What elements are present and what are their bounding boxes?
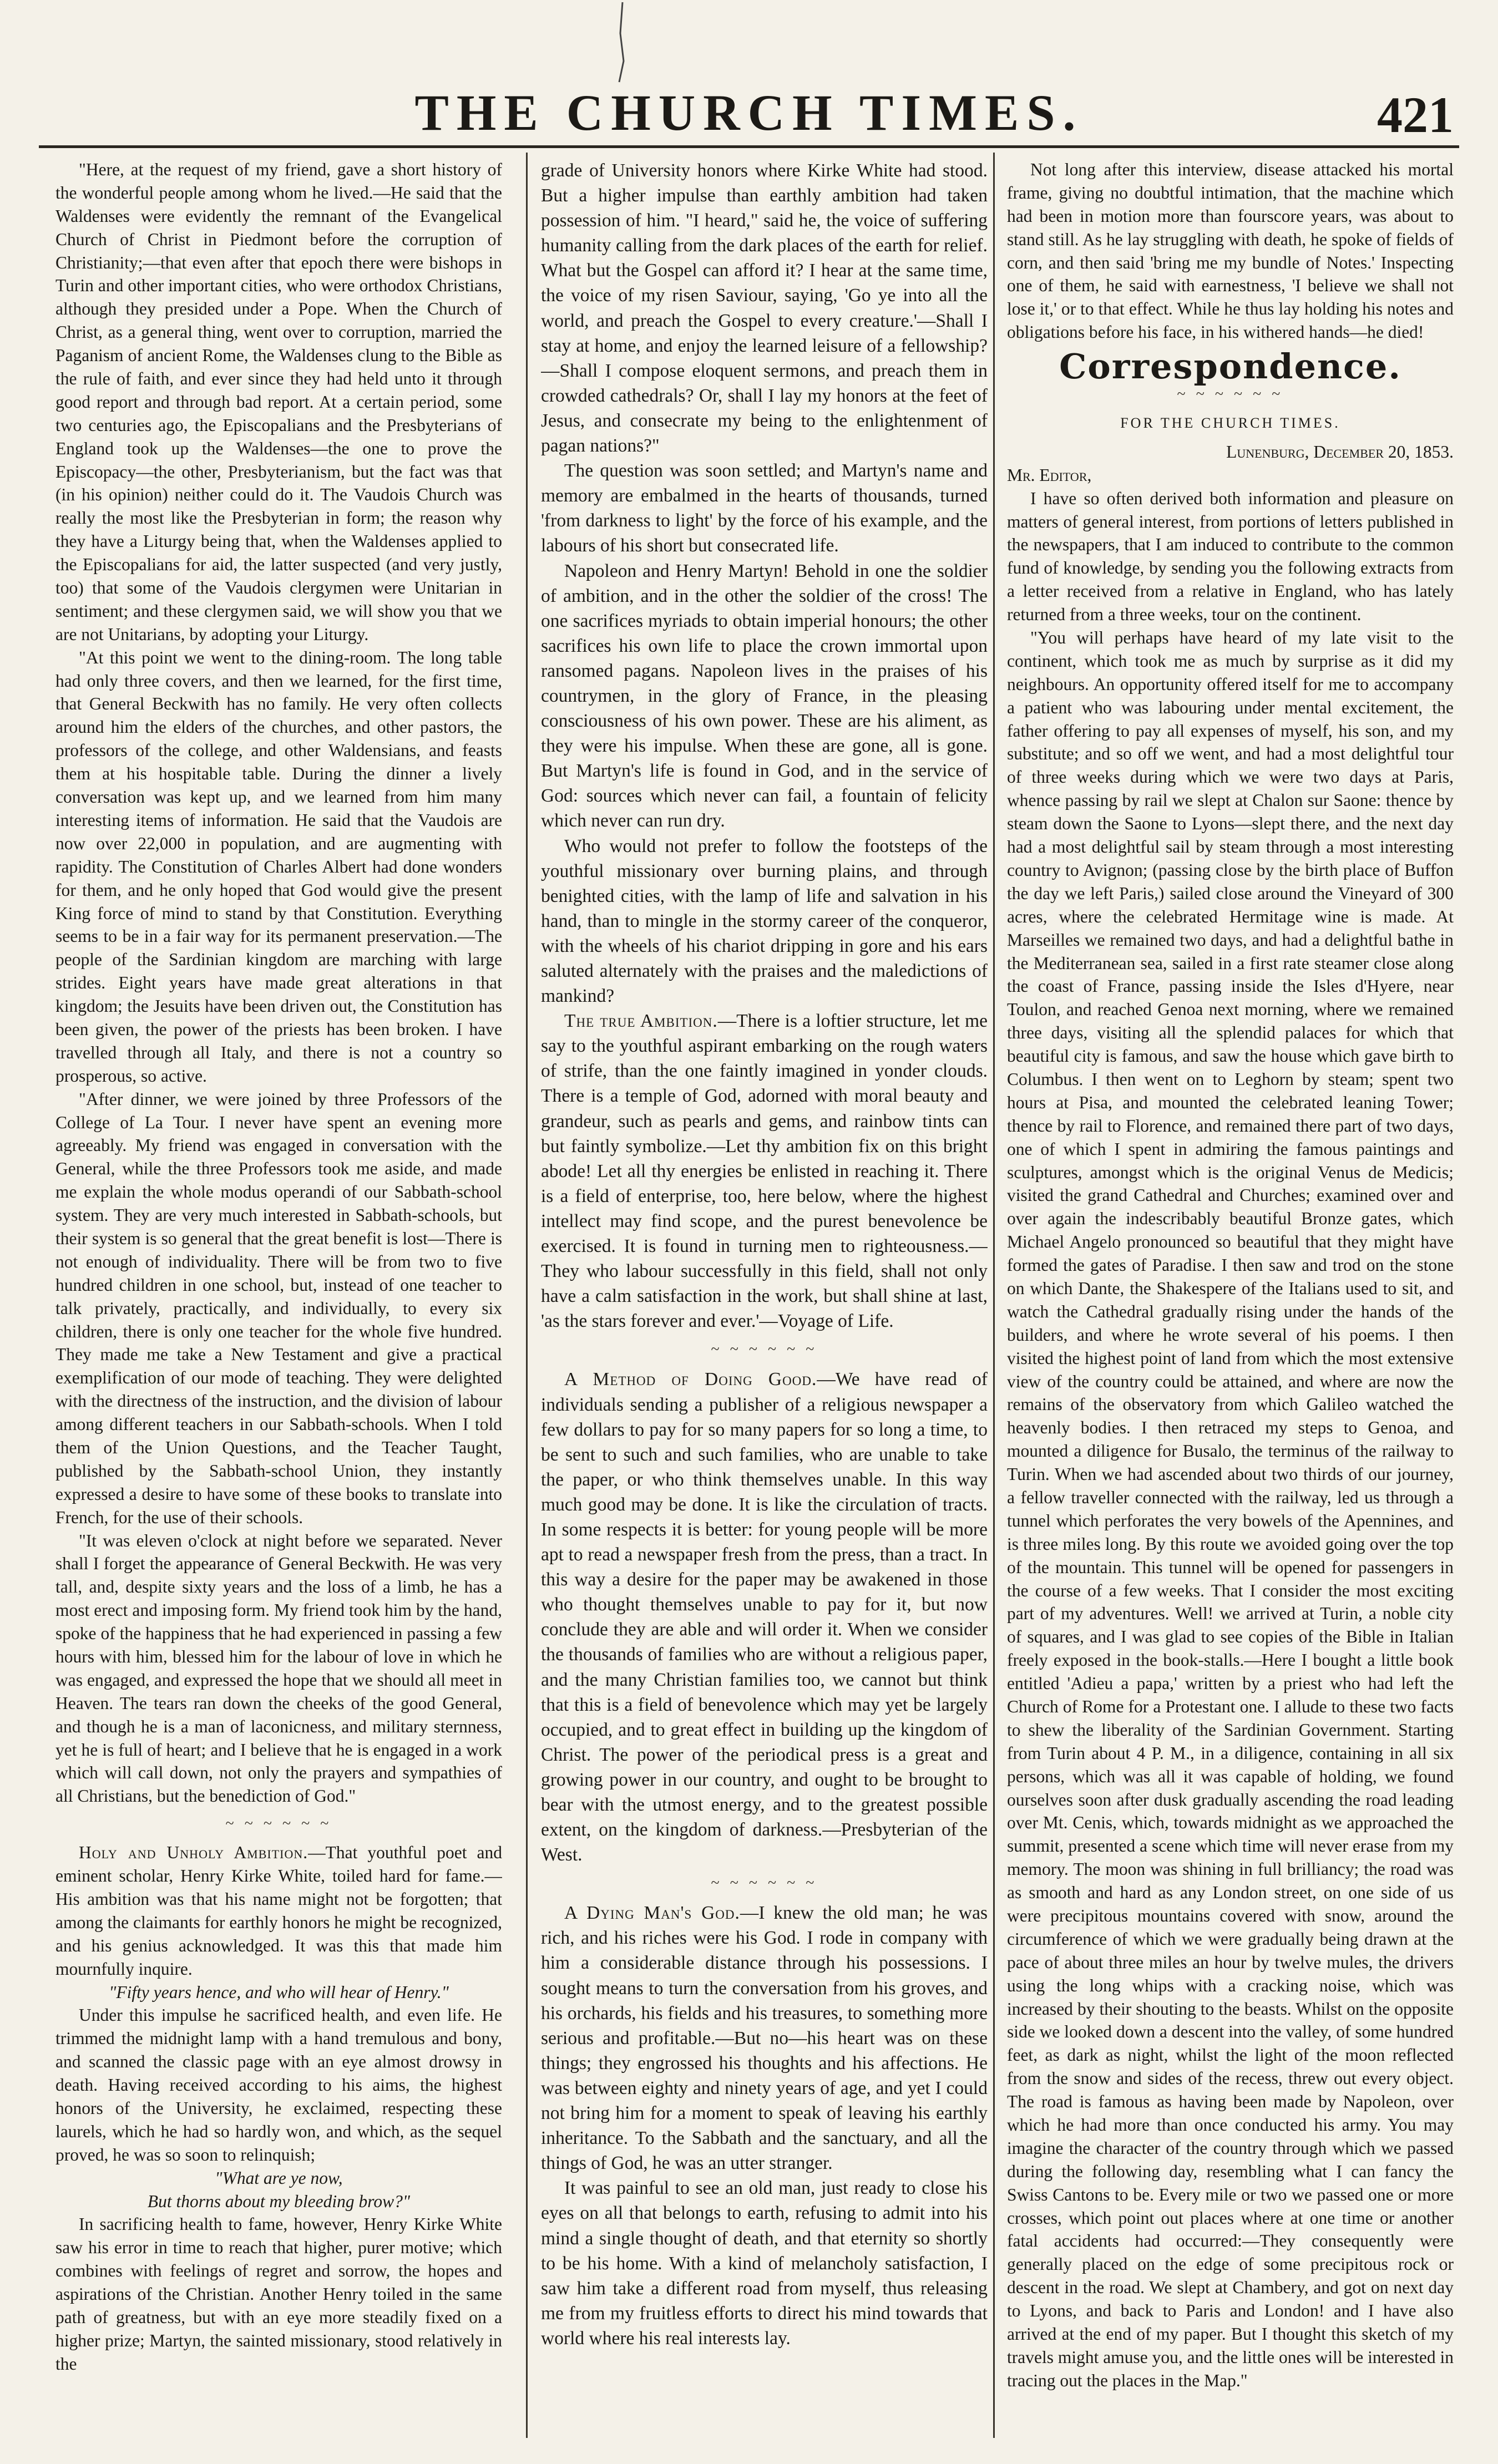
column-rule [993, 153, 995, 2438]
column-rule [526, 153, 528, 2438]
article-divider: ~ ~ ~ ~ ~ ~ [711, 1874, 818, 1892]
article-title: A Method of Doing Good. [564, 1369, 817, 1390]
paragraph: Under this impulse he sacrificed health, and even life. He trimmed the midnight lamp with a hand tremulous and bony, and scanned the classic page with an eye almost drowsy in death. Having received according to his aims, the highest honors of the University, he exclaimed, respecting these laurels, which he had so hardly won, and which, as the sequel proved, he was so soon to relinquish; [55, 2005, 502, 2164]
article-holy-ambition [55, 1841, 502, 1980]
paragraph: "At this point we went to the dining-room. The long table had only three covers, and then we learned, for the first time, that General Beckwith has no family. He very often collects around him the elders of the churches, and other pastors, the professors of the college, and other Waldensians, and feasts them at his hospitable table. During the dinner a lively conversation was kept up, and we learned from him many interesting items of information. He said that the Vaudois are now over 22,000 in population, and are augmenting with rapidity. The Constitution of Charles Albert had done wonders for them, and he only hoped that God would give the present King force of mind to stand by that Constitution. Everything seems to be in a fair way for its permanent preservation.—The people of the Sardinian kingdom are marching with large strides. Eight years have made great alterations in that kingdom; the Jesuits have been driven out, the Constitution has been given, the power of the priests has been broken. I have travelled through all Italy, and there is not a country so prosperous, so active. [55, 647, 502, 1086]
paragraph: I have so often derived both information and pleasure on matters of general interest, from portions of letters published in the newspapers, that I am induced to contribute to the common fund of knowledge, by sending you the following extracts from a letter received from a relative in England, who has lately returned from a three weeks, tour on the continent. [1007, 488, 1454, 625]
column-2 [541, 158, 988, 2438]
paragraph: In sacrificing health to fame, however, Henry Kirke White saw his error in time to reach that higher, purer motive; which combines with feelings of regret and sorrow, the hopes and aspirations of the Christian. Another Henry toiled in the same path of greatness, but with an eye more steadily fixed on a higher prize; Martyn, the sainted missionary, stood relatively in the [55, 2214, 502, 2374]
paragraph: grade of University honors where Kirke White had stood. But a higher impulse than earthly ambition had taken possession of him. "I heard," said he, the voice of suffering humanity calling from the dark places of the earth for relief. What but the Gospel can afford it? I hear at the same time, the voice of my risen Saviour, saying, 'Go ye into all the world, and preach the Gospel to every creature.'—Shall I stay at home, and enjoy the learned leisure of a fellowship?—Shall I compose eloquent sermons, and preach them in crowded cathedrals? Or, shall I lay my honors at the feet of Jesus, and consecrate my being to the enlightenment of pagan nations?" [541, 160, 988, 457]
article-divider: ~ ~ ~ ~ ~ ~ [225, 1815, 332, 1833]
section-divider: ~ ~ ~ ~ ~ ~ [1177, 386, 1284, 403]
article-title: A Dying Man's God. [564, 1903, 740, 1924]
article-method-of-doing-good [541, 1367, 988, 1867]
paragraph: "After dinner, we were joined by three Professors of the College of La Tour. I never have spent an evening more agreeably. My friend was engaged in conversation with the General, while the three Professors took me aside, and made me explain the whole modus operandi of our Sabbath-school system. They are very much interested in Sabbath-schools, but their system is so general that the great benefit is lost—There is not enough of individuality. There will be from two to five hundred children in one school, but, instead of one teacher to talk privately, practically, and individually, to every six children, there is only one teacher for the whole five hundred. They made me take a New Testament and give a practical exemplification of our mode of teaching. They were delighted with the directness of the instruction, and the division of labour among different teachers in our Sabbath-schools. When I told them of the Union Questions, and the Teacher Taught, published by the Sabbath-school Union, they instantly expressed a desire to have some of these books to translate into French, for the use of their schools. [55, 1089, 502, 1527]
paragraph: Who would not prefer to follow the footsteps of the youthful missionary over burning plains, and through benighted cities, with the lamp of life and salvation in his hand, than to mingle in the stormy career of the conqueror, with the wheels of his chariot dripping in gore and his ears saluted alternately with the praises and the maledictions of mankind? [541, 835, 988, 1007]
verse-line: "What are ye now, [215, 2168, 343, 2188]
column-3 [1007, 158, 1454, 2438]
article-text: —We have read of individuals sending a publisher of a religious newspaper a few dollars to pay for so many papers for so long a time, to be sent to such and such families, who are unable to take the paper, or who think themselves unable. In this way much good may be done. It is like the circulation of tracts. In some respects it is better: for young people will be more apt to read a newspaper fresh from the press, than a tract. In this way a desire for the paper may be awakened in those who thought themselves unable to pay for it, but now conclude they are able and will order it. When we consider the thousands of families who are without a religious paper, and the many Christian families too, we cannot but think that this is a field of benevolence which may yet be largely occupied, and to great effect in building up the kingdom of Christ. The power of the periodical press is a great and growing power in our country, and ought to be brought to bear with the utmost energy, and to the greatest possible extent, on the kingdom of darkness.—Presbyterian of the West. [541, 1369, 988, 1865]
page-number: 421 [1377, 87, 1454, 143]
article-title: Holy and Unholy Ambition. [79, 1843, 308, 1863]
dateline: Lunenburg, December 20, 1853. [1226, 442, 1454, 462]
paragraph: "You will perhaps have heard of my late visit to the continent, which took me as much by surprise as it did my neighbours. An opportunity offered itself for me to accompany a patient who was labouring under mental excitement, the father offering to pay all expenses of myself, his son, and my substitute; and so off we went, and had a most delightful tour of three weeks during which we were two days at Paris, whence passing by rail we slept at Chalon sur Saone: thence by steam down the Saone to Lyons—slept there, and the next day had a most delightful sail by steam through a most interesting country to Avignon; (passing close by the birth place of Buffon the day we left Paris,) sailed close around the Vineyard of 300 acres, where the celebrated Hermitage wine is made. At Marseilles we remained two days, and had a delightful bathe in the Mediterranean sea, sailed in a first rate steamer close along the coast of France, passing inside the Isles d'Hyere, near Toulon, and reached Genoa next morning, where we remained three days, visiting all the splendid palaces for which that beautiful city is famous, and saw the house which gave birth to Columbus. I then went on to Leghorn by steam; spent two hours at Pisa, and mounted the celebrated leaning Tower; thence by rail to Florence, and remained there part of two days, one of which I spent in admiring the famous paintings and sculptures, amongst which is the original Venus de Medicis; visited the grand Cathedral and Churches; examined over and over again the indescribably beautiful Bronze gates, which Michael Angelo pronounced so beautiful that they might have formed the gates of Paradise. I then saw and trod on the stone on which Dante, the Shakespere of the Italians used to sit, and watch the Cathedral gradually rising under the hands of the builders, and where he wrote several of his poems. I then visited the highest point of land from which the most extensive view of the country could be attained, and where are now the remains of the observatory from which Galileo watched the heavenly bodies. I then retraced my steps to Genoa, and mounted a diligence for Busalo, the terminus of the railway to Turin. When we had ascended about two thirds of our journey, a fellow traveller connected with the railway, led us through a tunnel which perforates the very bowels of the Apennines, and is three miles long. By this route we avoided going over the top of the mountain. This tunnel will be opened for passengers in the course of a few weeks. That I consider the most exciting part of my adventures. Well! we arrived at Turin, a noble city of squares, and I was glad to see copies of the Bible in Italian freely exposed in the book-stalls.—Here I bought a little book entitled 'Adieu a papa,' written by a priest who had left the Church of Rome for a Protestant one. I allude to these two facts to shew the liberality of the Sardinian Government. Starting from Turin about 4 P. M., in a diligence, containing in all six persons, which was all it was capable of holding, we found ourselves soon after dusk gradually ascending the road leading over Mt. Cenis, which, towards midnight as we approached the summit, presented a scene which time will never erase from my memory. The moon was shining in full brilliancy; the road was as smooth and hard as any London street, on one side of us were precipitous mountains covered with snow, around the circumference of which we were gradually being drawn at the pace of about three miles an hour by twelve mules, the drivers using the long whips with a cracking noise, which was increased by their shouting to the beasts. Whilst on the opposite side we looked down a descent into the valley, of some hundred feet, as dark as night, whilst the light of the moon reflected from the snow and sides of the recess, threw out every object. The road is famous as having been made by Napoleon, over which he had more than once conducted his army. You may imagine the character of the country through which we passed during the following day, resembling what I can fancy the Swiss Cantons to be. Every mile or two we passed one or more crosses, which point out places where at one time or another fatal accidents had occurred:—They consequently were generally placed on the edge of some precipitous rock or descent in the road. We slept at Chambery, and got on next day to Lyons, and back to Paris and London! and I have also arrived at the end of my paper. But I thought this sketch of my travels might amuse you, and the little ones will be interested in tracing out the places in the Map." [1007, 628, 1454, 2390]
salutation: Mr. Editor, [1007, 465, 1092, 485]
section-heading: Correspondence. [1059, 346, 1401, 387]
paragraph: The question was soon settled; and Martyn's name and memory are embalmed in the hearts of thousands, turned 'from darkness to light' by the force of his example, and the labours of his short but consecrated life. [541, 460, 988, 556]
article-true-ambition [541, 1008, 988, 1334]
article-divider: ~ ~ ~ ~ ~ ~ [711, 1341, 818, 1358]
header-rule [39, 145, 1459, 148]
article-text: —That youthful poet and eminent scholar, Henry Kirke White, toiled hard for fame.—His ambition was that his name might not be forgotten; that among the claimants for earthly honors he might be recognized, and his genius acknowledged. It was this that made him mournfully inquire. [55, 1843, 502, 1979]
paragraph: Not long after this interview, disease attacked his mortal frame, giving no doubtful intimation, that the machine which had been in motion more than fourscore years, was about to stand still. As he lay struggling with death, he spoke of fields of corn, and then said 'bring me my bundle of Notes.' Inspecting one of them, he said with earnestness, 'I believe we shall not lose it,' or to that effect. While he thus lay holding his notes and obligations before his face, in his withered hands—he died! [1007, 160, 1454, 342]
paragraph: Napoleon and Henry Martyn! Behold in one the soldier of ambition, and in the other the soldier of the cross! The one sacrifices myriads to obtain imperial honours; the other sacrifices his own life to place the crown immortal upon ransomed pagans. Napoleon lives in the praises of his countrymen, in the glory of France, in the pleasing consciousness of his own power. These are his aliment, as they were his impulse. When these are gone, all is gone. But Martyn's life is found in God, and in the service of God: sources which never can fail, a fountain of felicity which never can run dry. [541, 560, 988, 832]
article-text: —I knew the old man; he was rich, and his riches were his God. I rode in company with him a considerable distance through his possessions. I sought means to turn the conversation from his groves, and his orchards, his fields and his treasures, to something more serious and profitable.—But no—his heart was on these things; they engrossed his thoughts and his affections. He was between eighty and ninety years of age, and yet I could not bring him for a moment to speak of leaving his earthly inheritance. To the Sabbath and the sanctuary, and all the things of God, he was an utter stranger. [541, 1903, 988, 2174]
paragraph: "Here, at the request of my friend, gave a short history of the wonderful people among whom he lived.—He said that the Waldenses were evidently the remnant of the Evangelical Church of Christ in Piedmont before the corruption of Christianity;—that even after that epoch there were bishops in Turin and other important cities, who were orthodox Christians, although they presided under a Pope. When the Church of Christ, as a general thing, went over to corruption, married the Paganism of ancient Rome, the Waldenses clung to the Bible as the rule of faith, and ever since they had held unto it through good report and through bad report. At a certain period, some two centuries ago, the Episcopalians and the Presbyterians of England took up the Waldenses—the one to prove the Episcopacy—the other, Presbyterianism, but the fact was that (in his opinion) neither could do it. The Vaudois Church was really the most like the Presbyterian in form; the reason why they have a Liturgy being that, when the Waldenses applied to the Episcopalians for aid, the latter suspected (and very justly, too) that some of the Vaudois clergymen were Unitarian in sentiment; and these clergymen said, we will show you that we are not Unitarians, by adopting your Liturgy. [55, 160, 502, 644]
page-header [39, 83, 1459, 161]
pencil-mark [610, 0, 632, 83]
verse-line: "Fifty years hence, and who will hear of Henry." [109, 1982, 449, 2002]
paragraph: It was painful to see an old man, just ready to close his eyes on all that belongs to earth, refusing to admit into his mind a single thought of death, and that eternity so shortly to be his home. With a kind of melancholy satisfaction, I saw him take a different road from myself, thus releasing me from my fruitless efforts to direct his mind towards that world where his real interests lay. [541, 2178, 988, 2349]
column-1 [55, 158, 502, 2438]
article-text: —There is a loftier structure, let me say to the youthful aspirant embarking on the rough waters of strife, than the one faintly imagined in yonder clouds. There is a temple of God, adorned with moral beauty and grandeur, such as pearls and gems, and rainbow tints can but faintly symbolize.—Let thy ambition fix on this bright abode! Let all thy energies be enlisted in reaching it. There is a field of enterprise, too, here below, where the highest intellect may find scope, and the purest benevolence be exercised. It is found in turning men to righteousness.—They who labour successfully in this field, shall not only have a calm satisfaction in the work, but shall shine at last, 'as the stars forever and ever.'—Voyage of Life. [541, 1011, 988, 1332]
paragraph: "It was eleven o'clock at night before we separated. Never shall I forget the appearance of General Beckwith. He was very tall, and, despite sixty years and the loss of a limb, he has a most erect and imposing form. My friend took him by the hand, spoke of the happiness that he had experienced in passing a few hours with him, blessed him for the labour of love in which he was engaged, and expressed the hope that we should all meet in Heaven. The tears ran down the cheeks of the good General, and though he is a man of laconicness, and military sternness, yet he is full of heart; and I believe that he is engaged in a work which will call down, not only the prayers and sympathies of all Christians, but the benediction of God." [55, 1530, 502, 1806]
article-dying-mans-god [541, 1900, 988, 2176]
for-line: FOR THE CHURCH TIMES. [1120, 415, 1340, 432]
masthead-title: THE CHURCH TIMES. [414, 84, 1084, 141]
article-title: The true Ambition. [564, 1011, 718, 1032]
verse-line: But thorns about my bleeding brow?" [147, 2191, 411, 2211]
